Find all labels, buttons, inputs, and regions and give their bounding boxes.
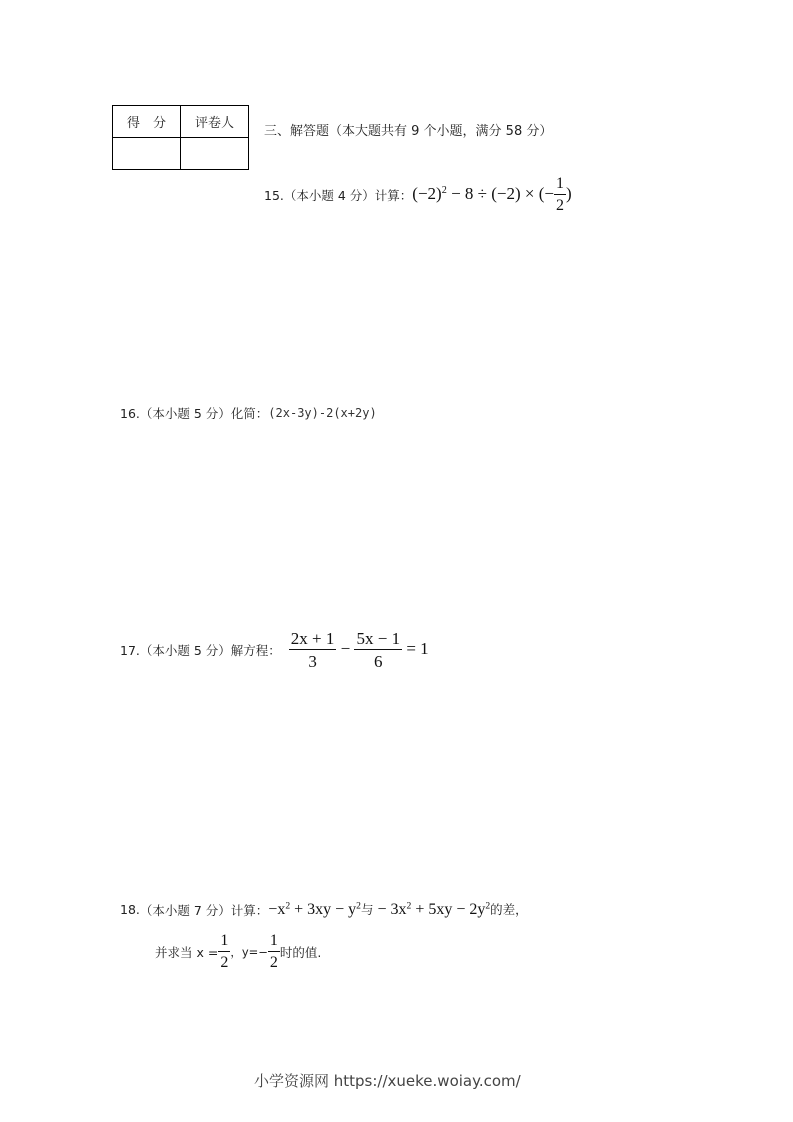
question-15 <box>264 176 572 214</box>
question-number: 15. <box>264 187 284 203</box>
question-prefix: （本小题 5 分）化简： <box>139 406 269 421</box>
question-prefix: （本小题 5 分）解方程： <box>139 643 281 658</box>
question-15-expression: $(-2)^2 - 8 \div (-2)$ × (− $\frac{1}{2}$ ) <box>412 175 572 214</box>
question-16-expression: (2x-3y)-2(x+2y) <box>268 406 377 420</box>
score-table <box>112 105 249 170</box>
question-prefix: （本小题 7 分）计算： <box>139 902 269 918</box>
question-18-line2: 并求当 x = $\frac{1}{2}$ ，y=− $\frac{1}{2}$ 时的值. <box>155 932 322 971</box>
x-value-fraction: $\frac{1}{2}$ <box>220 932 229 971</box>
grader-header: 评卷人 <box>181 106 249 138</box>
question-number: 17. <box>120 642 140 658</box>
question-17 <box>120 630 429 670</box>
question-17-equation: $\frac{2x + 1}{3}$ − $\frac{5x - 1}{6}$ = 1 <box>290 629 429 671</box>
question-18-expression: $-x^2 + 3xy - y^2$与 − $3x^2 + 5xy - 2y^2$的差， <box>268 900 528 918</box>
question-16 <box>120 404 377 422</box>
question-18 <box>120 900 528 919</box>
question-prefix: （本小题 4 分）计算： <box>283 188 413 203</box>
question-number: 18. <box>120 902 140 917</box>
footer-watermark: 小学资源网 https://xueke.woiay.com/ <box>254 1072 521 1090</box>
y-value-fraction: $\frac{1}{2}$ <box>269 932 278 971</box>
section-title: 三、解答题（本大题共有 9 个小题，满分 58 分） <box>264 124 553 139</box>
question-number: 16. <box>120 405 140 421</box>
score-cell[interactable] <box>113 138 181 170</box>
grader-cell[interactable] <box>181 138 249 170</box>
score-header: 得 分 <box>113 106 181 138</box>
